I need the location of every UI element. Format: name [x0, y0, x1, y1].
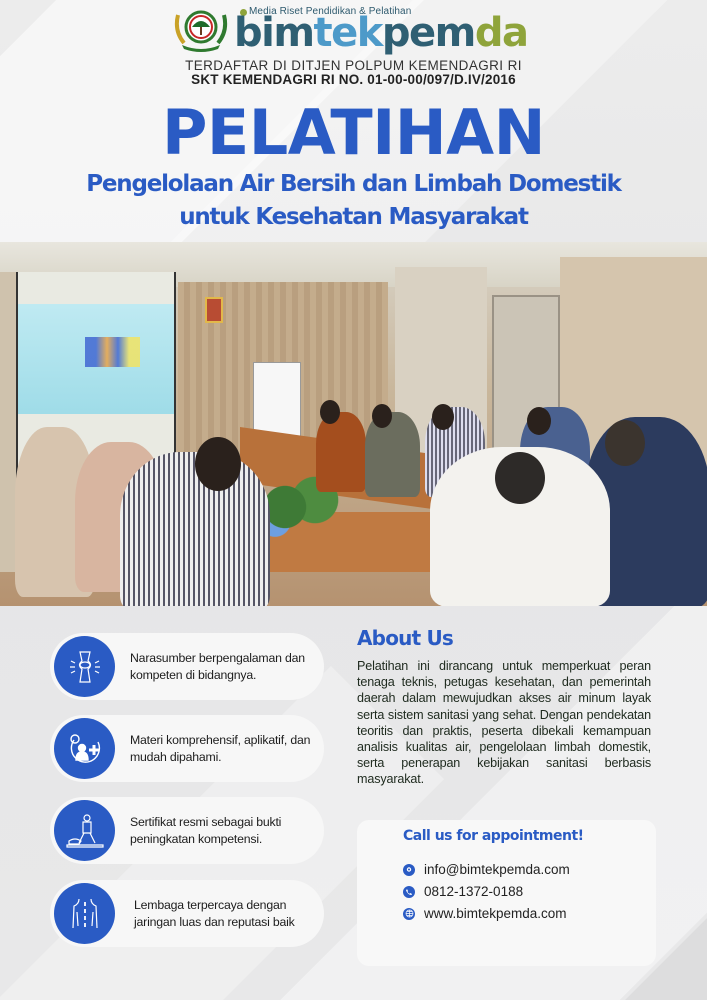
feature-card-materials [50, 715, 324, 782]
feature-text: Narasumber berpengalaman dan kompeten di bidangnya. [130, 650, 305, 682]
registration-line: TERDAFTAR DI DITJEN POLPUM KEMENDAGRI RI [185, 58, 522, 73]
training-photo [0, 242, 707, 606]
location-pin-icon [403, 864, 415, 876]
emblem-logo-icon [172, 5, 230, 53]
feature-text: Materi komprehensif, aplikatif, dan mudah dipahami. [130, 732, 311, 764]
feature-card-institution [50, 880, 324, 947]
therapy-icon [54, 800, 115, 861]
contact-email[interactable]: info@bimtekpemda.com [403, 862, 570, 877]
contact-website[interactable]: www.bimtekpemda.com [403, 906, 567, 921]
joint-icon [54, 636, 115, 697]
feature-text: Lembaga terpercaya dengan jaringan luas dan reputasi baik [134, 897, 295, 929]
page-title: PELATIHAN [161, 96, 546, 169]
spine-back-icon [54, 883, 115, 944]
feature-card-speakers [50, 633, 324, 700]
page-subtitle: Pengelolaan Air Bersih dan Limbah Domestik untuk Kesehatan Masyarakat [86, 171, 621, 230]
contact-heading: Call us for appointment! [403, 828, 584, 844]
person-plus-icon [54, 718, 115, 779]
brand-tagline: Media Riset Pendidikan & Pelatihan [249, 6, 412, 17]
about-body: Pelatihan ini dirancang untuk memperkuat peran tenaga teknis, petugas kesehatan, dan pemerintah daerah dalam mewujudkan akses air minum layak serta sistem sanitasi yang sehat. Dengan pendekatan teoritis dan praktis, peserta dibekali kemampuan analisis kualitas air, pengelolaan limbah domestik, serta penerapan kebijakan sanitasi berbasis masyarakat. [357, 659, 651, 787]
feature-card-certificate [50, 797, 324, 864]
contact-phone[interactable]: 0812-1372-0188 [403, 884, 523, 899]
contact-box [357, 820, 656, 966]
header [0, 0, 707, 92]
feature-text: Sertifikat resmi sebagai bukti peningkatan kompetensi. [130, 814, 282, 846]
globe-icon [403, 908, 415, 920]
registration-number: SKT KEMENDAGRI RI NO. 01-00-00/097/D.IV/2016 [191, 72, 516, 87]
about-heading: About Us [357, 626, 454, 650]
phone-icon [403, 886, 415, 898]
brand-wordmark: bimtekpemda [234, 10, 528, 56]
